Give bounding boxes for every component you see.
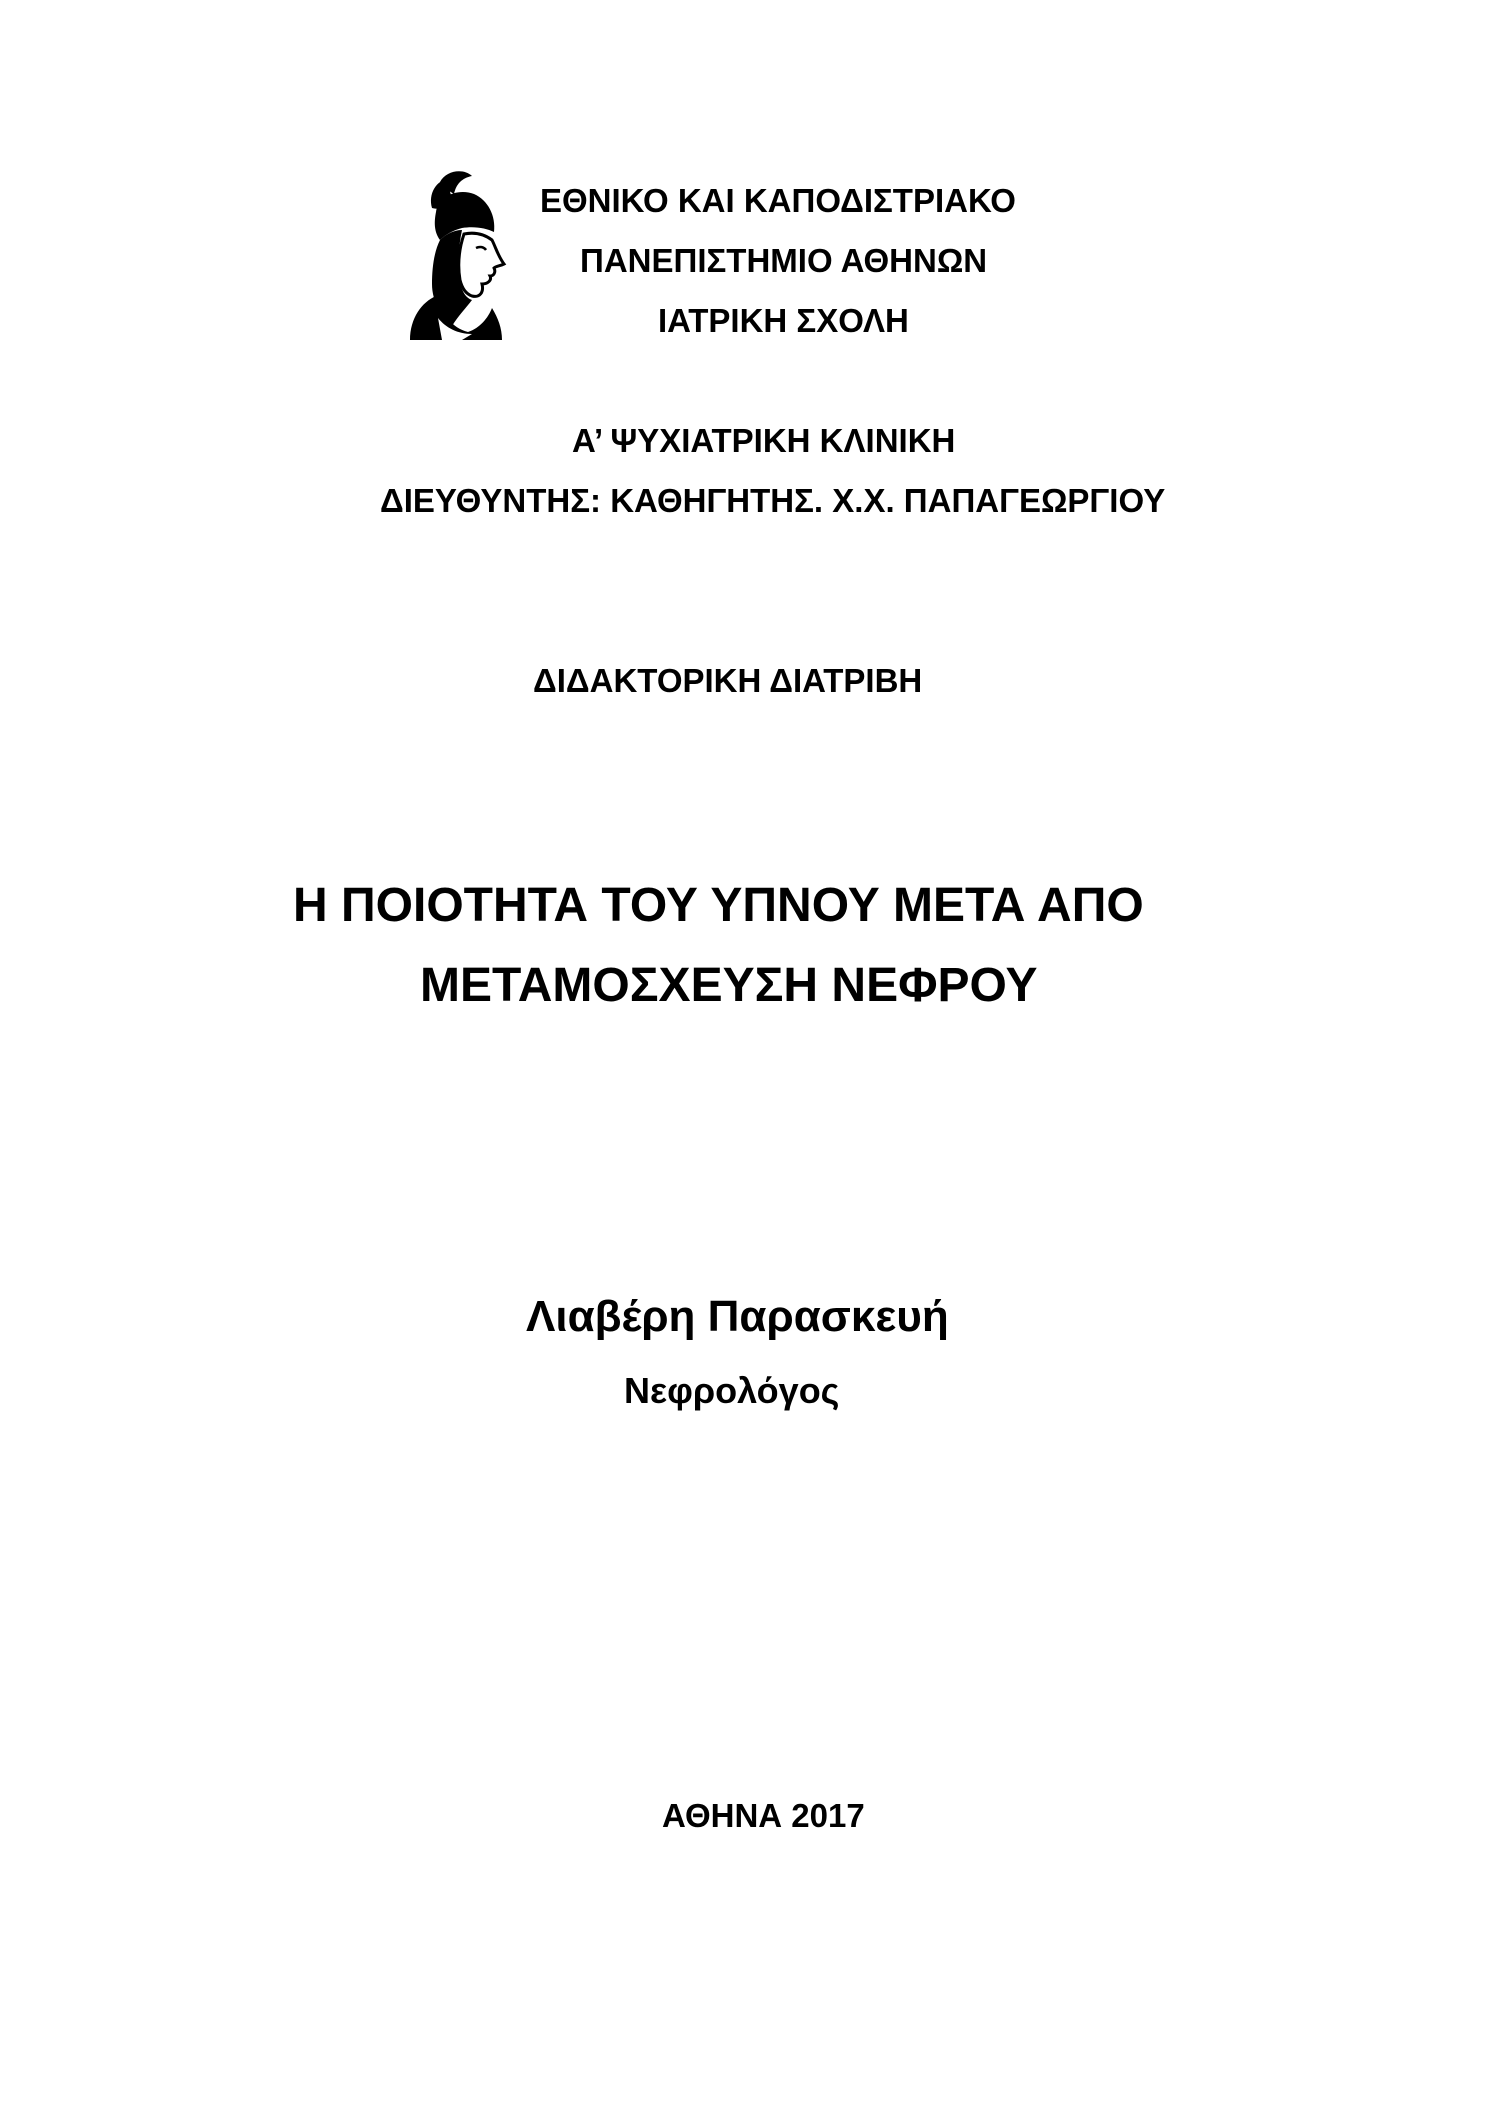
thesis-title-line-1: Η ΠΟΙΟΤΗΤΑ ΤΟΥ ΥΠΝΟΥ ΜΕΤΑ ΑΠΟ — [293, 879, 1144, 932]
logo-face — [459, 233, 504, 296]
school-name: ΙΑΤΡΙΚΗ ΣΧΟΛΗ — [658, 302, 909, 339]
athena-helmet-logo-icon — [402, 168, 510, 340]
author-name: Λιαβέρη Παρασκευή — [526, 1292, 949, 1341]
place-and-year: ΑΘΗΝΑ 2017 — [662, 1797, 865, 1834]
clinic-director: ΔΙΕΥΘΥΝΤΗΣ: ΚΑΘΗΓΗΤΗΣ. Χ.Χ. ΠΑΠΑΓΕΩΡΓΙΟΥ — [380, 482, 1166, 519]
clinic-name: Α’ ΨΥΧΙΑΤΡΙΚΗ ΚΛΙΝΙΚΗ — [572, 422, 956, 459]
document-type: ΔΙΔΑΚΤΟΡΙΚΗ ΔΙΑΤΡΙΒΗ — [533, 662, 923, 699]
author-specialty: Νεφρολόγος — [624, 1370, 840, 1411]
university-name-line-2: ΠΑΝΕΠΙΣΤΗΜΙΟ ΑΘΗΝΩΝ — [580, 242, 988, 279]
university-name-line-1: ΕΘΝΙΚΟ ΚΑΙ ΚΑΠΟΔΙΣΤΡΙΑΚΟ — [540, 182, 1016, 219]
thesis-title-line-2: ΜΕΤΑΜΟΣΧΕΥΣΗ ΝΕΦΡΟΥ — [420, 959, 1038, 1012]
